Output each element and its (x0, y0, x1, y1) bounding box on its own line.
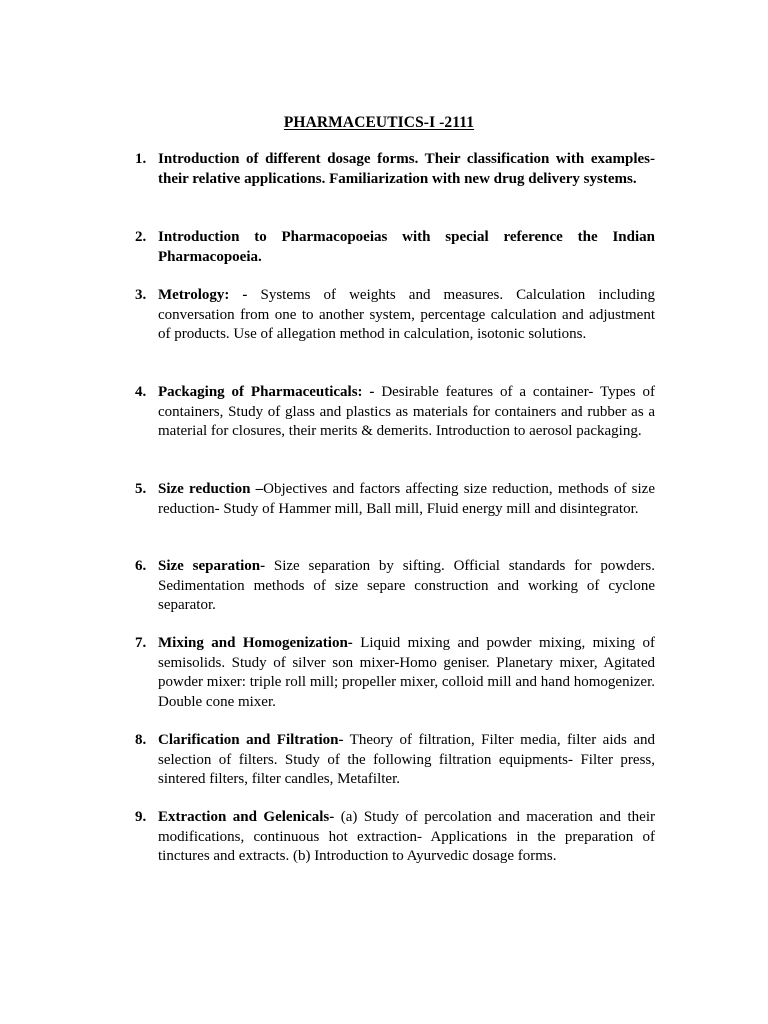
item-heading: Mixing and Homogenization- (158, 635, 353, 651)
item-body (158, 228, 655, 267)
item-body (158, 286, 655, 345)
item-number: 7. (135, 635, 147, 651)
item-text: Systems of weights and measures. Calculation including conversation from one to another system, percentage calculation and adjustment of products. Use of allegation method in calculation, isotonic solutions. (158, 287, 655, 342)
item-text: (a) Study of percolation and maceration and their modifications, continuous hot extraction- Applications in the preparation of tinctures and extracts. (b) Introduction to Ayurvedic dosage forms. (158, 809, 655, 864)
item-body (158, 150, 655, 189)
item-heading: Packaging of Pharmaceuticals: - (158, 384, 375, 400)
item-number: 3. (135, 287, 147, 303)
item-text: Size separation by sifting. Official standards for powders. Sedimentation methods of size separe construction and working of cyclone separator. (158, 558, 655, 613)
list-item (135, 731, 655, 790)
item-heading: Size reduction – (158, 481, 264, 497)
item-heading: Metrology: - (158, 287, 248, 303)
item-text: Desirable features of a container- Types of containers, Study of glass and plastics as materials for containers and rubber as a material for closures, their merits & demerits. Introduction to aerosol packaging. (158, 384, 655, 439)
list-item (135, 557, 655, 616)
list-item (135, 286, 655, 345)
list-item (135, 808, 655, 867)
list-item (135, 634, 655, 712)
item-number: 4. (135, 384, 147, 400)
item-body (158, 634, 655, 712)
item-text: Objectives and factors affecting size reduction, methods of size reduction- Study of Hammer mill, Ball mill, Fluid energy mill and disintegrator. (158, 481, 655, 517)
item-number: 2. (135, 229, 147, 245)
item-heading: Introduction to Pharmacopoeias with special reference the Indian Pharmacopoeia. (158, 229, 655, 265)
item-text: Liquid mixing and powder mixing, mixing of semisolids. Study of silver son mixer-Homo geniser. Planetary mixer, Agitated powder mixer: triple roll mill; propeller mixer, colloid mill and hand homogenizer. Double cone mixer. (158, 635, 655, 710)
list-item (135, 228, 655, 267)
document-title-text: PHARMACEUTICS-I -2111 (283, 114, 475, 131)
item-heading: Size separation- (158, 558, 266, 574)
item-text: Theory of filtration, Filter media, filter aids and selection of filters. Study of the following filtration equipments- Filter press, sintered filters, filter candles, Metafilter. (158, 732, 655, 787)
item-body (158, 731, 655, 790)
document-title (0, 114, 768, 132)
list-item (135, 150, 655, 189)
list-item (135, 383, 655, 442)
item-body (158, 383, 655, 442)
item-heading: Extraction and Gelenicals- (158, 809, 335, 825)
item-number: 5. (135, 481, 147, 497)
list-item (135, 480, 655, 519)
item-heading: Clarification and Filtration- (158, 732, 344, 748)
item-body (158, 808, 655, 867)
item-number: 1. (135, 151, 147, 167)
item-number: 8. (135, 732, 147, 748)
item-body (158, 557, 655, 616)
item-heading: Introduction of different dosage forms. Their classification with examples-their relative applications. Familiarization with new drug delivery systems. (158, 151, 655, 187)
item-number: 6. (135, 558, 147, 574)
item-body (158, 480, 655, 519)
item-number: 9. (135, 809, 147, 825)
